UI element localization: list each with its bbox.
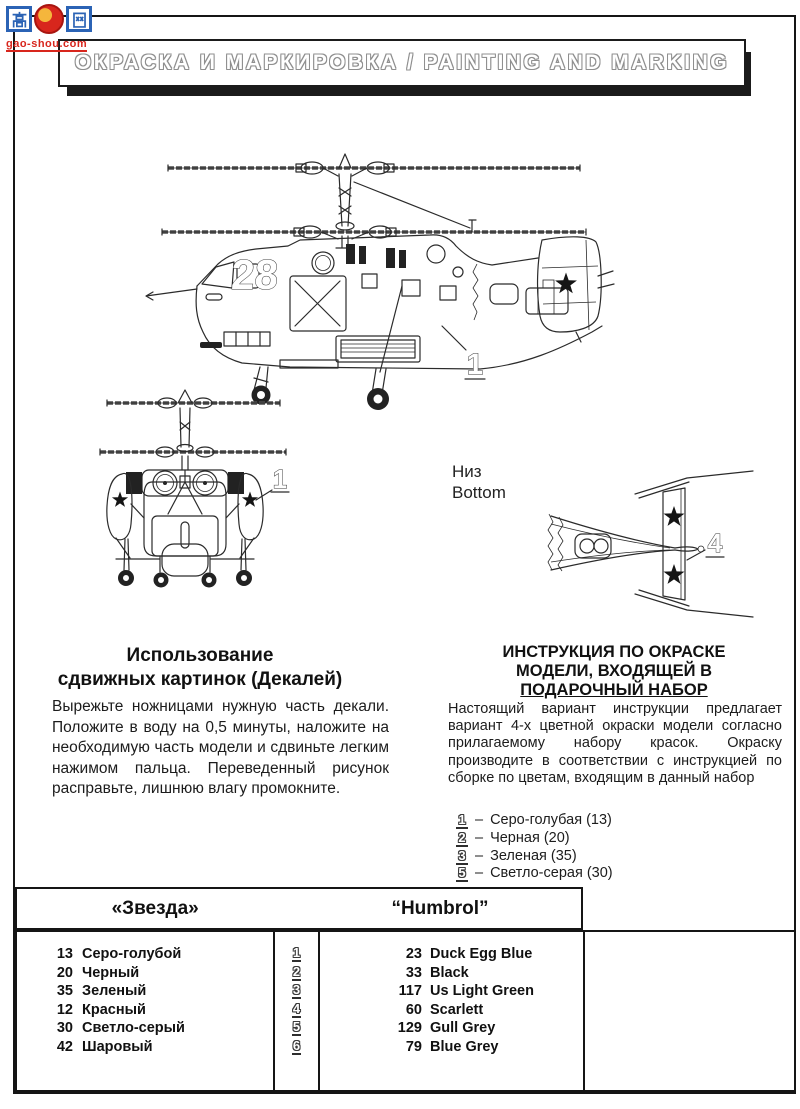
table-row bbox=[275, 983, 318, 1002]
table-divider bbox=[583, 932, 585, 1090]
table-divider bbox=[318, 932, 320, 1090]
humbrol-number: 129 bbox=[397, 1020, 422, 1036]
color-list-item bbox=[456, 865, 776, 883]
table-row bbox=[275, 1002, 318, 1021]
zvezda-number: 13 bbox=[56, 946, 73, 962]
ref-number: 4 bbox=[292, 1000, 301, 1016]
table-row bbox=[47, 1002, 185, 1021]
humbrol-number: 60 bbox=[405, 1001, 422, 1018]
front-view-drawing bbox=[70, 386, 305, 614]
table-row bbox=[392, 965, 534, 984]
table-row bbox=[275, 1020, 318, 1039]
painting-title-line3: ПОДАРОЧНЫЙ НАБОР bbox=[520, 681, 708, 699]
bottom-label-ru: Низ bbox=[452, 462, 482, 481]
humbrol-color-name: Gull Grey bbox=[430, 1020, 496, 1036]
table-row bbox=[275, 1039, 318, 1058]
table-row bbox=[47, 1020, 185, 1039]
color-name: Серо-голубая (13) bbox=[490, 812, 612, 828]
decal-title-line1: Использование bbox=[126, 645, 274, 666]
page-title: ОКРАСКА И МАРКИРОВКА / PAINTING AND MARKING bbox=[74, 51, 730, 74]
humbrol-number: 23 bbox=[405, 946, 422, 962]
paint-table-header bbox=[15, 887, 583, 930]
humbrol-number: 79 bbox=[405, 1038, 422, 1055]
table-row bbox=[275, 946, 318, 965]
zvezda-number: 30 bbox=[56, 1020, 73, 1036]
board-number: 28 bbox=[230, 251, 280, 298]
zvezda-color-name: Шаровый bbox=[82, 1038, 153, 1055]
humbrol-column bbox=[392, 946, 534, 1057]
table-row bbox=[47, 965, 185, 984]
table-row bbox=[392, 1002, 534, 1021]
watermark-fist-icon bbox=[34, 4, 64, 34]
color-list-item bbox=[456, 848, 776, 866]
table-row bbox=[47, 1039, 185, 1058]
front-view-callout: 1 bbox=[272, 464, 288, 494]
ref-number: 6 bbox=[292, 1037, 301, 1053]
paint-table-body bbox=[15, 930, 796, 1093]
header-bar bbox=[58, 39, 746, 87]
color-ref-number: 2 bbox=[456, 831, 468, 847]
painting-title-line1: ИНСТРУКЦИЯ ПО ОКРАСКЕ bbox=[502, 643, 726, 661]
zvezda-color-name: Светло-серый bbox=[82, 1020, 185, 1036]
table-row bbox=[392, 946, 534, 965]
ref-number: 2 bbox=[292, 963, 301, 979]
humbrol-color-name: Black bbox=[430, 964, 469, 981]
table-row bbox=[392, 1020, 534, 1039]
zvezda-column bbox=[47, 946, 185, 1057]
color-name: Зеленая (35) bbox=[490, 847, 577, 864]
zvezda-color-name: Серо-голубой bbox=[82, 946, 182, 962]
table-row bbox=[392, 983, 534, 1002]
side-view-drawing bbox=[140, 136, 706, 410]
dash: – bbox=[475, 847, 484, 864]
color-name: Черная (20) bbox=[490, 829, 570, 846]
star-marking-icon bbox=[555, 273, 577, 294]
table-row bbox=[392, 1039, 534, 1058]
watermark-logo bbox=[6, 4, 116, 52]
color-name: Светло-серая (30) bbox=[490, 865, 613, 882]
ref-number: 3 bbox=[292, 982, 301, 997]
ref-number: 1 bbox=[292, 945, 301, 960]
decal-section-title bbox=[38, 644, 362, 692]
decal-section-body: Вырежьте ножницами нужную часть декали. Положите в воду на 0,5 минуты, наложите на необходимую часть модели и сдвиньте легким нажимом пальца. Переведенный рисунок расправьте, лишнюю влагу промокните. bbox=[52, 698, 389, 797]
painting-section-body: Настоящий вариант инструкции предлагает вариант 4-х цветной окраски модели согласно прилагаемому набору красок. Окраску производите в соответствии с инструкцией по сборке по цветам, входящим в данный набор bbox=[448, 701, 782, 786]
watermark-char-gao-icon bbox=[6, 6, 32, 32]
brand-humbrol: “Humbrol” bbox=[391, 897, 489, 919]
color-list bbox=[456, 812, 776, 883]
dash: – bbox=[475, 865, 484, 882]
color-list-item bbox=[456, 812, 776, 830]
watermark-domain: gao-shou.com bbox=[6, 38, 88, 50]
painting-title-line2: МОДЕЛИ, ВХОДЯЩЕЙ В bbox=[515, 662, 712, 680]
color-ref-number: 3 bbox=[456, 849, 468, 865]
color-list-item bbox=[456, 830, 776, 848]
table-row bbox=[47, 983, 185, 1002]
zvezda-number: 12 bbox=[56, 1001, 73, 1018]
humbrol-color-name: Us Light Green bbox=[430, 983, 534, 999]
ref-number: 5 bbox=[292, 1019, 301, 1034]
dash: – bbox=[475, 812, 484, 828]
zvezda-number: 35 bbox=[56, 983, 73, 999]
table-row bbox=[275, 965, 318, 984]
watermark-char-wang-icon bbox=[66, 6, 92, 32]
table-row bbox=[47, 946, 185, 965]
humbrol-color-name: Duck Egg Blue bbox=[430, 946, 533, 962]
bottom-label-en: Bottom bbox=[452, 483, 506, 502]
bottom-view-label bbox=[452, 461, 506, 503]
humbrol-number: 117 bbox=[398, 983, 422, 999]
bottom-view-drawing bbox=[535, 468, 797, 620]
zvezda-number: 20 bbox=[56, 964, 73, 981]
humbrol-color-name: Blue Grey bbox=[430, 1038, 499, 1055]
dash: – bbox=[475, 829, 484, 846]
brand-zvezda: «Звезда» bbox=[111, 897, 199, 919]
zvezda-color-name: Черный bbox=[82, 964, 140, 981]
ref-column bbox=[275, 946, 318, 1057]
zvezda-color-name: Красный bbox=[82, 1001, 146, 1018]
bottom-view-callout: 4 bbox=[707, 528, 723, 558]
color-ref-number: 1 bbox=[456, 813, 468, 829]
star-marking-icon bbox=[112, 492, 128, 507]
painting-section-title bbox=[448, 643, 780, 700]
humbrol-color-name: Scarlett bbox=[430, 1001, 484, 1018]
color-ref-number: 5 bbox=[456, 866, 468, 882]
side-view-callout: 1 bbox=[466, 348, 484, 381]
zvezda-color-name: Зеленый bbox=[82, 983, 147, 999]
star-marking-icon bbox=[242, 492, 258, 507]
humbrol-number: 33 bbox=[405, 964, 422, 981]
zvezda-number: 42 bbox=[56, 1038, 73, 1055]
decal-title-line2: сдвижных картинок (Декалей) bbox=[57, 669, 343, 690]
